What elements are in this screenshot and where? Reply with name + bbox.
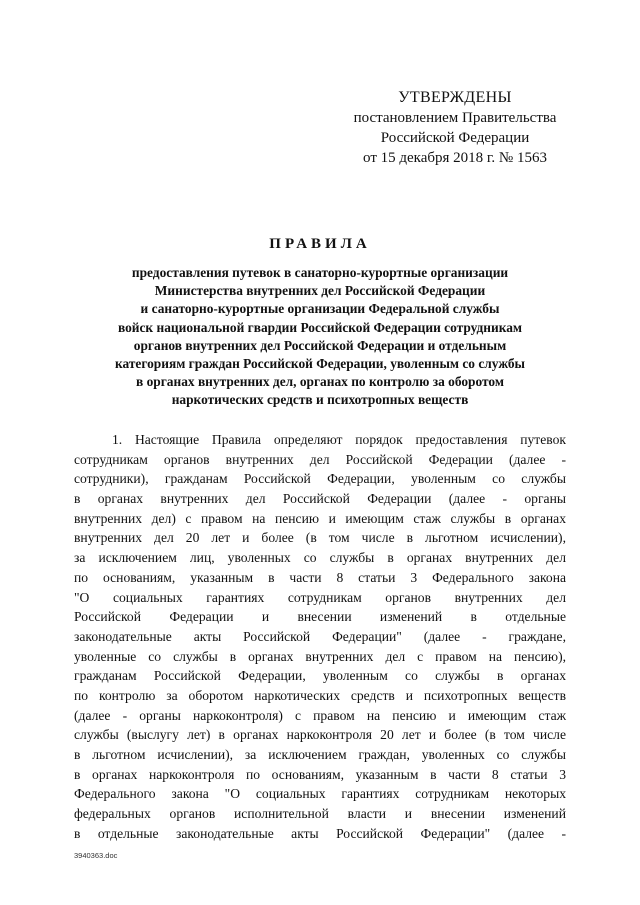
subtitle-line: Министерства внутренних дел Российской Федерации [154,283,486,299]
file-name-footer: 3940363.doc [74,851,118,860]
paragraph-line: по основаниям, указанным в части 8 статьи 3 Федерального закона [74,569,566,585]
subtitle-line: органов внутренних дел Российской Федерации и отдельным [133,337,507,353]
subtitle-line: предоставления путевок в санаторно-курортные организации [131,265,509,280]
paragraph-line: сотрудники), гражданам Российской Федерации, уволенным со службы [74,471,566,487]
paragraph-line: службы (выслугу лет) в органах наркоконтроля 20 лет и более (в том числе [74,727,566,743]
approval-line-1: постановлением Правительства [353,110,557,126]
paragraph-line: 1. Настоящие Правила определяют порядок предоставления путевок [112,432,566,447]
paragraph-line: в отдельные законодательные акты Российской Федерации" (далее - [74,825,566,841]
paragraph-line: за исключением лиц, уволенных со службы в органах внутренних дел [74,550,566,566]
paragraph-line: законодательные акты Российской Федерации" (далее - граждане, [74,628,566,644]
subtitle-line: категориям граждан Российской Федерации, уволенным со службы [114,356,526,372]
document-subtitle [90,264,550,410]
paragraph-line: уволенные со службы в органах внутренних дел с правом на пенсию), [74,648,566,664]
paragraph-line: в органах внутренних дел Российской Федерации (далее - органы [74,491,566,507]
paragraph-line: (далее - органы наркоконтроля) с правом на пенсию и имеющим стаж [74,707,566,723]
paragraph-line: по контролю за оборотом наркотических средств и психотропных веществ [74,687,566,703]
paragraph-line: внутренних дел) с правом на пенсию и имеющим стаж службы в органах [74,510,566,526]
paragraph-line: сотрудникам органов внутренних дел Российской Федерации (далее - [74,451,566,467]
paragraph-1 [74,430,566,843]
paragraph-line: федеральных органов исполнительной власти и внесении изменений [74,806,566,822]
document-title: ПРАВИЛА [269,236,371,252]
approval-block [340,88,570,168]
paragraph-line: "О социальных гарантиях сотрудникам органов внутренних дел [74,589,566,605]
approval-line-2: Российской Федерации [380,130,530,146]
paragraph-line: внутренних дел 20 лет и более (в том числе в льготном исчислении), [74,530,566,546]
approval-date-line: от 15 декабря 2018 г. № 1563 [363,150,547,166]
paragraph-line: Российской Федерации и внесении изменений в отдельные [74,609,566,625]
subtitle-line: наркотических средств и психотропных веществ [171,392,469,408]
approval-heading: УТВЕРЖДЕНЫ [398,89,512,106]
paragraph-line: в льготном исчислении), за исключением граждан, уволенных со службы [74,747,566,762]
paragraph-line: в органах наркоконтроля по основаниям, указанным в части 8 статьи 3 [74,766,566,782]
paragraph-line: Федерального закона "О социальных гарантиях сотрудникам некоторых [74,786,566,802]
paragraph-line: гражданам Российской Федерации, уволенным со службы в органах [74,668,566,684]
subtitle-line: и санаторно-курортные организации Федеральной службы [140,301,500,317]
subtitle-line: в органах внутренних дел, органах по контролю за оборотом [136,374,504,390]
subtitle-line: войск национальной гвардии Российской Федерации сотрудникам [117,319,523,335]
